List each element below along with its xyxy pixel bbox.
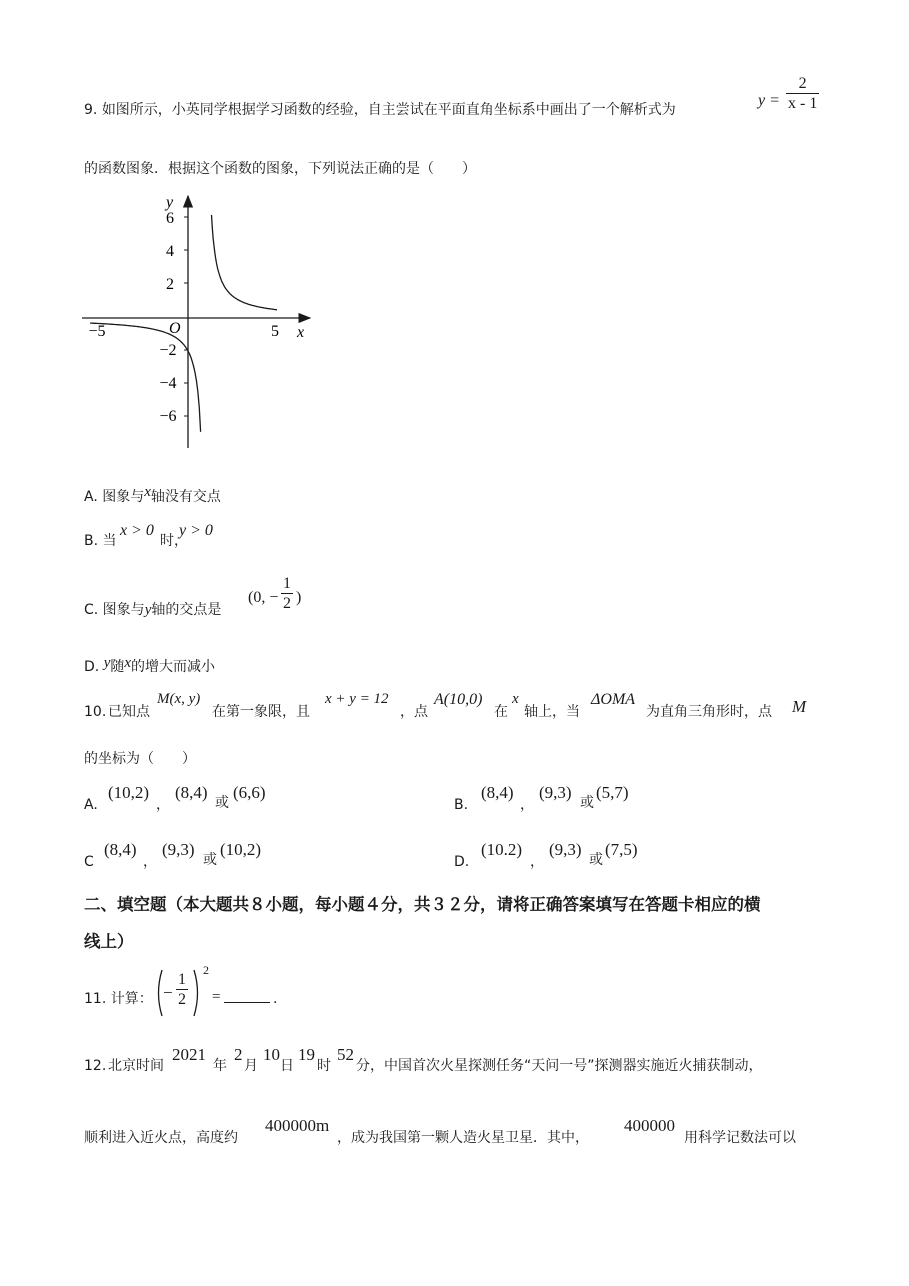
q9-option-c-point-den: 2 — [283, 595, 291, 612]
q9-option-b-mid: 时， — [160, 533, 188, 549]
q10-m6: M — [792, 697, 807, 716]
q9-text-a: 如图所示，小英同学根据学习函数的经验，自主尝试在平面直角坐标系中画出了一个解析式为 — [101, 102, 676, 118]
q10-option-a-p2: (8,4) — [175, 783, 208, 802]
q12-t9: 用科学记数法可以 — [684, 1130, 796, 1146]
q12-t6: 分，中国首次火星探测任务“天问一号”探测器实施近火捕获制动， — [356, 1058, 763, 1074]
q12-t8: ，成为我国第一颗人造火星卫星．其中， — [337, 1130, 589, 1146]
section2-heading-line1: 二、填空题（本大题共８小题，每小题４分，共３２分，请将正确答案填写在答题卡相应的横 — [84, 895, 761, 914]
q10-option-c-p1: (8,4) — [104, 840, 137, 859]
y-tick-label-neg4: −4 — [159, 375, 177, 392]
q9-line1 — [84, 103, 676, 117]
q10-option-a-p3: (6,6) — [233, 783, 266, 802]
q12-t2: 年 — [213, 1058, 227, 1074]
q12-t1: 北京时间 — [108, 1058, 164, 1074]
q11-minus: − — [163, 983, 173, 1002]
q10-m4: x — [512, 691, 519, 707]
q12-day: 10 — [263, 1045, 280, 1064]
q9-function-graph — [76, 190, 316, 450]
q9-option-d-prefix: D. — [84, 659, 104, 675]
q11-den: 2 — [178, 991, 186, 1008]
q12-number-val: 400000 — [624, 1116, 675, 1135]
q9-option-b-math1: x > 0 — [120, 522, 154, 539]
y-tick-label-6: 6 — [166, 210, 174, 227]
q9-formula-fraction — [786, 76, 819, 112]
q9-option-a-prefix: A. 图象与 — [84, 489, 145, 505]
q9-option-c-point-num: 1 — [283, 575, 291, 592]
q9-option-d-var1: y — [103, 655, 111, 671]
q10-option-d-or: 或 — [589, 852, 603, 868]
x-tick-label-5: 5 — [271, 323, 279, 340]
q10-option-b-p1: (8,4) — [481, 783, 514, 802]
section2-heading-line2: 线上） — [84, 932, 134, 951]
q12-month: 2 — [234, 1045, 243, 1064]
q10-option-d-label: D. — [454, 854, 470, 870]
q10-option-b-p2: (9,3) — [539, 783, 572, 802]
q9-formula-num: 2 — [798, 75, 807, 92]
q10-number: 10. — [84, 704, 107, 720]
q10-m5: ΔOMA — [591, 691, 636, 708]
q10-option-b-p3: (5,7) — [596, 783, 629, 802]
x-tick-label-neg5: −5 — [88, 323, 106, 340]
q10-t4: 在 — [494, 704, 508, 720]
q12-t4: 日 — [280, 1058, 294, 1074]
q11-exponent: 2 — [203, 963, 209, 977]
q9-option-c-var: y — [144, 602, 152, 618]
q9-option-c-point-open: (0, − — [248, 589, 279, 606]
q11-num: 1 — [178, 971, 186, 988]
q10-t5: 轴上，当 — [524, 704, 580, 720]
q10-option-c-p3: (10,2) — [220, 840, 262, 859]
q10-option-c-label: C — [84, 854, 94, 870]
q9-option-c — [84, 603, 221, 618]
q9-option-a-var: x — [144, 484, 151, 500]
q9-option-c-point-close: ) — [296, 589, 302, 606]
curve-right-branch — [212, 215, 278, 310]
q9-number: 9. — [84, 102, 98, 118]
y-tick-label-neg6: −6 — [159, 408, 177, 425]
q9-option-d — [84, 655, 216, 675]
q10-option-a-label: A. — [84, 797, 98, 813]
q11-fraction — [176, 972, 188, 1008]
q11-number: 11. 计算： — [84, 991, 153, 1007]
q10-option-b-label: B. — [454, 797, 469, 813]
y-tick-label-neg2: −2 — [159, 342, 177, 359]
q10-t6: 为直角三角形时，点 — [646, 704, 772, 720]
q12-t3: 月 — [244, 1058, 258, 1074]
q12-hour: 19 — [298, 1045, 315, 1064]
y-axis-label: y — [166, 194, 174, 211]
q9-formula-den: x - 1 — [788, 95, 818, 112]
q11-right-paren — [192, 968, 202, 1018]
q10-option-b-comma: ， — [520, 797, 534, 813]
q12-year: 2021 — [172, 1045, 206, 1064]
q10-option-b-or: 或 — [580, 795, 594, 811]
q9-option-a-suffix: 轴没有交点 — [150, 489, 221, 505]
q9-option-d-mid: 随 — [110, 659, 125, 675]
q10-line2: 的坐标为（ ） — [84, 751, 196, 767]
q10-option-c-p2: (9,3) — [162, 840, 195, 859]
q10-option-d-p2: (9,3) — [549, 840, 582, 859]
q11-answer-blank[interactable] — [224, 992, 270, 1006]
y-tick-label-4: 4 — [166, 243, 174, 260]
q10-t3: ，点 — [400, 704, 428, 720]
q12-height: 400000m — [265, 1116, 330, 1135]
q12-number: 12. — [84, 1058, 107, 1074]
q12-t7: 顺利进入近火点，高度约 — [84, 1130, 238, 1146]
q10-m3: A(10,0) — [434, 691, 483, 708]
x-axis-label: x — [297, 324, 305, 341]
q10-t1: 已知点 — [108, 704, 150, 720]
q9-option-c-point-fraction — [281, 576, 293, 612]
q10-option-d-p3: (7,5) — [605, 840, 638, 859]
origin-label: O — [169, 320, 181, 337]
q9-option-a — [84, 484, 221, 505]
q9-option-c-prefix: C. 图象与 — [84, 602, 145, 618]
q10-m2: x + y = 12 — [325, 691, 389, 707]
q10-option-a-p1: (10,2) — [108, 783, 150, 802]
q9-formula-lhs: y = — [758, 92, 780, 109]
q12-minute: 52 — [337, 1045, 354, 1064]
q9-option-c-suffix: 轴的交点是 — [151, 602, 222, 618]
q9-line2: 的函数图象．根据这个函数的图象，下列说法正确的是（ ） — [84, 161, 476, 177]
q10-option-a-comma: ， — [156, 797, 170, 813]
q10-option-d-comma: ， — [530, 854, 544, 870]
q9-option-d-suffix: 的增大而减小 — [131, 659, 216, 675]
q12-t5: 时 — [317, 1058, 331, 1074]
q11-end: . — [273, 991, 278, 1007]
q10-m1: M(x, y) — [157, 691, 201, 707]
q10-option-c-or: 或 — [203, 852, 217, 868]
q9-option-d-var2: x — [124, 655, 132, 671]
q10-option-a-or: 或 — [215, 795, 229, 811]
q10-t2: 在第一象限，且 — [212, 704, 310, 720]
q9-option-b-prefix: B. 当 — [84, 533, 117, 549]
q9-option-b-math2: y > 0 — [179, 522, 213, 539]
q9-option-b — [84, 534, 117, 548]
q10-option-d-p1: (10.2) — [481, 840, 523, 859]
q11-equals: = — [212, 989, 221, 1005]
q10-option-c-comma: ， — [143, 854, 157, 870]
curve-left-branch — [90, 323, 201, 432]
y-tick-label-2: 2 — [166, 276, 174, 293]
